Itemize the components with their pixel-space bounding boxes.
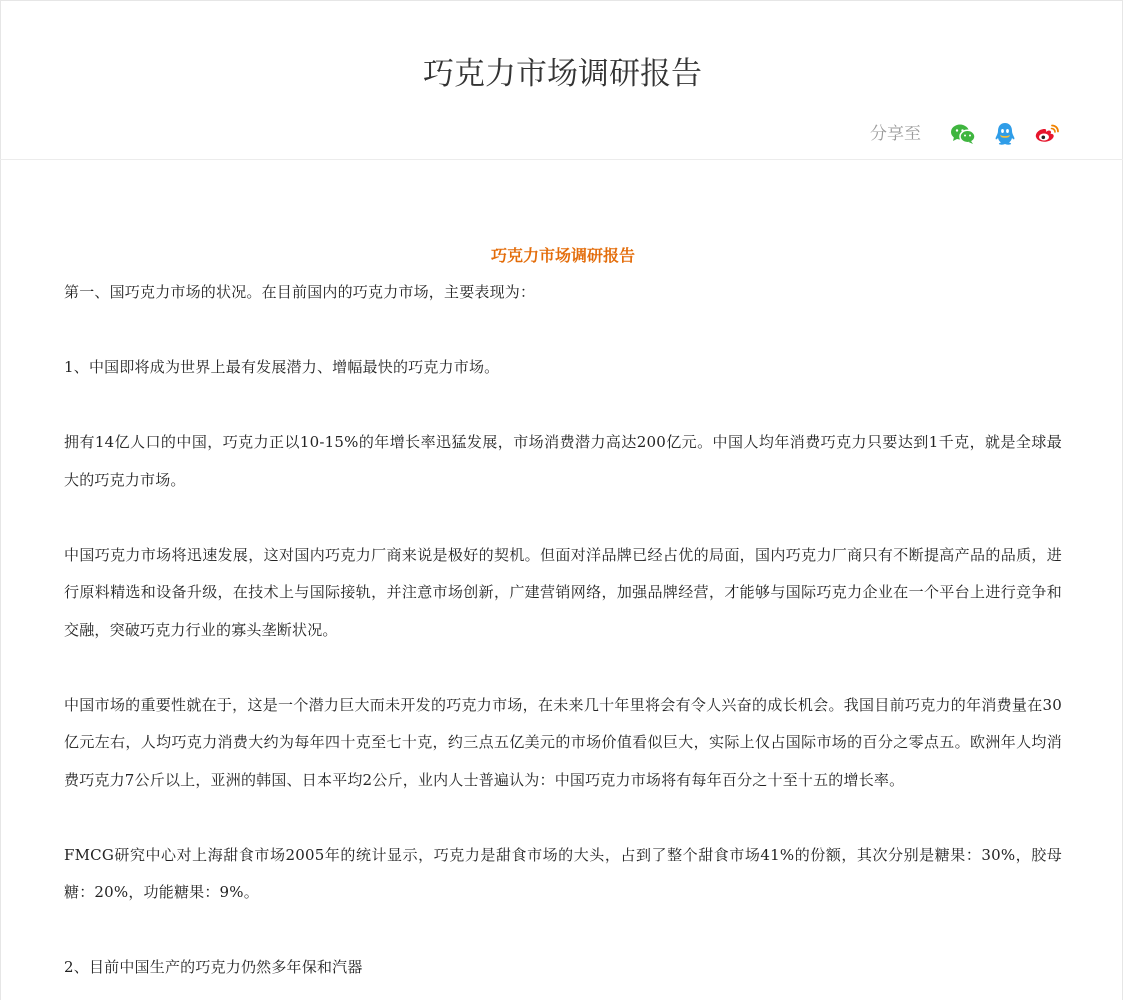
article-body [64, 238, 1062, 987]
share-label: 分享至 [870, 124, 921, 144]
article-title: 巧克力市场调研报告 [490, 246, 635, 265]
paragraph-spacer [64, 499, 1062, 537]
paragraph: 1、中国即将成为世界上最有发展潜力、增幅最快的巧克力市场。 [64, 358, 500, 376]
paragraph: 中国巧克力市场将迅速发展，这对国内巧克力厂商来说是极好的契机。但面对洋品牌已经占优的局面，国内巧克力厂商只有不断提高产品的品质，进行原料精选和设备升级，在技术上与国际接轨，并注意市场创新，广建营销网络，加强品牌经营，才能够与国际巧克力企业在一个平台上进行竞争和交融，突破巧克力行业的寡头垄断状况。 [64, 545, 1062, 639]
paragraph: FMCG研究中心对上海甜食市场2005年的统计显示，巧克力是甜食市场的大头，占到了整个甜食市场41%的份额，其次分别是糖果：30%，胶母糖：20%，功能糖果：9%。 [64, 845, 1062, 901]
page-title: 巧克力市场调研报告 [423, 56, 702, 92]
wechat-icon-glyph [950, 123, 976, 145]
qq-icon[interactable] [991, 120, 1019, 148]
paragraph: 第一、国巧克力市场的状况。在目前国内的巧克力市场，主要表现为： [64, 283, 536, 301]
share-bar [870, 120, 1061, 148]
paragraph-spacer [64, 387, 1062, 425]
weibo-icon[interactable] [1033, 120, 1061, 148]
paragraph-spacer [64, 649, 1062, 687]
paragraph-spacer [64, 312, 1062, 350]
paragraph: 2、目前中国生产的巧克力仍然多年保和汽器 [64, 958, 363, 976]
paragraph: 中国市场的重要性就在于，这是一个潜力巨大而未开发的巧克力市场，在未来几十年里将会有令人兴奋的成长机会。我国目前巧克力的年消费量在30亿元左右，人均巧克力消费大约为每年四十克至七十克，约三点五亿美元的市场价值看似巨大，实际上仅占国际市场的百分之零点五。欧洲年人均消费巧克力7公斤以上，亚洲的韩国、日本平均2公斤，业内人士普遍认为：中国巧克力市场将有每年百分之十至十五的增长率。 [64, 695, 1062, 789]
paragraph-spacer [64, 912, 1062, 950]
wechat-icon[interactable] [949, 120, 977, 148]
page-header [0, 0, 1123, 160]
paragraph-spacer [64, 799, 1062, 837]
weibo-icon-glyph [1034, 123, 1060, 145]
qq-icon-glyph [994, 122, 1016, 146]
paragraph: 拥有14亿人口的中国，巧克力正以10-15%的年增长率迅猛发展，市场消费潜力高达200亿元。中国人均年消费巧克力只要达到1千克，就是全球最大的巧克力市场。 [64, 433, 1062, 489]
